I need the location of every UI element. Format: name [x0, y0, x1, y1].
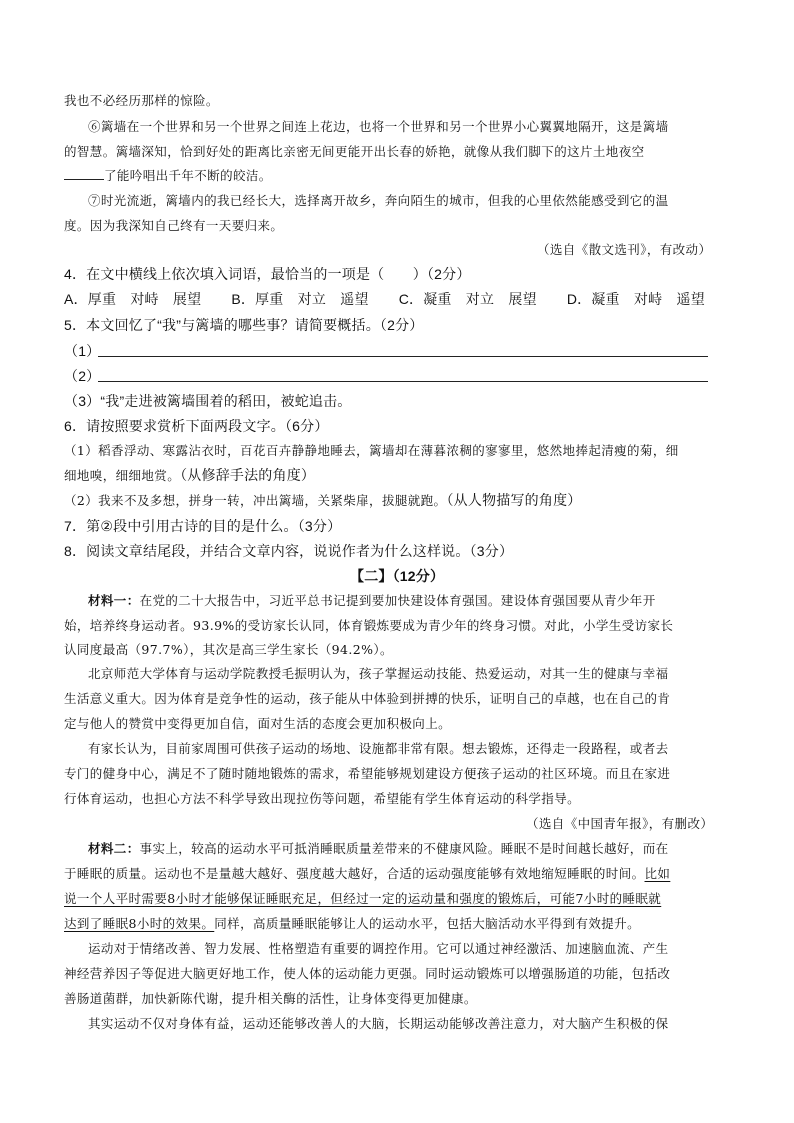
material-1-line-2: 始，培养终身运动者。93.9%的受访家长认同，体育锻炼要成为青少年的终身习惯。对此，小学生受访家长 — [64, 618, 674, 633]
passage-paragraph-7-line-2: 度。因为我深知自己终有一天要归来。 — [64, 218, 284, 233]
option-d[interactable]: D．凝重 对峙 遥望 — [566, 291, 705, 307]
material-1-paragraph-3: 有家长认为，目前家周围可供孩子运动的场地、设施都非常有限。想去锻炼，还得走一段路程，或者去 — [88, 741, 669, 756]
passage-paragraph-7: ⑦时光流逝，篱墙内的我已经长大，选择离开故乡，奔向陌生的城市，但我的心里依然能感受到它的温 — [88, 193, 669, 208]
material-2-line-2: 于睡眠的质量。运动也不是量越大越好、强度越大越好，合适的运动强度能够有效地缩短睡眠的时间。比如 — [64, 866, 671, 881]
question-6-item-1-line-2: 细地嗅，细细地赏。（从修辞手法的角度） — [64, 467, 316, 483]
question-6-item-1: （1）稻香浮动、寒露沾衣时，百花百卉静静地睡去，篱墙却在薄暮浓稠的寥寥里，悠然地捧起清瘦的菊，细 — [64, 443, 679, 458]
material-1-paragraph-1: 材料一：在党的二十大报告中，习近平总书记提到要加快建设体育强国。建设体育强国要从青少年开 — [88, 593, 656, 608]
question-7: 7．第②段中引用古诗的目的是什么。（3分） — [64, 518, 342, 534]
material-1-source: （选自《中国青年报》，有删改） — [526, 816, 714, 831]
material-1-paragraph-3-line-2: 专门的健身中心，满足不了随时随地锻炼的需求，希望能够规划建设方便孩子运动的社区环境。而且在家进 — [64, 766, 671, 781]
section-2-heading: 【二】（12分） — [350, 568, 445, 584]
material-2-paragraph-2-line-2: 神经营养因子等促进大脑更好地工作，使人体的运动能力更强。同时运动锻炼可以增强肠道的功能，包括改 — [64, 966, 671, 981]
option-a[interactable]: A．厚重 对峙 展望 — [64, 291, 202, 307]
answer-1-label: （1） — [64, 343, 101, 359]
question-4-options — [64, 289, 735, 309]
material-2-paragraph-2: 运动对于情绪改善、智力发展、性格塑造有重要的调控作用。它可以通过神经激活、加速脑血流、产生 — [88, 941, 669, 956]
answer-2-label: （2） — [64, 368, 101, 384]
question-5: 5．本文回忆了“我”与篱墙的哪些事？请简要概括。（2分） — [64, 317, 424, 333]
passage-paragraph-6-line-3: 了能吟唱出千年不断的皎洁。 — [64, 166, 272, 184]
answer-2-line[interactable] — [98, 381, 708, 382]
answer-3: （3）“我”走进被篱墙围着的稻田，被蛇追击。 — [64, 393, 352, 409]
material-2-paragraph-3: 其实运动不仅对身体有益，运动还能够改善人的大脑，长期运动能够改善注意力，对大脑产生积极的保 — [88, 1016, 669, 1031]
passage-source: （选自《散文选刊》，有改动） — [537, 242, 712, 257]
question-4: 4．在文中横线上依次填入词语，最恰当的一项是（ ）（2分） — [64, 266, 471, 282]
material-1-paragraph-2-line-2: 生活意义重大。因为体育是竞争性的运动，孩子能从中体验到拼搏的快乐，证明自己的卓越，也在自己的肯 — [64, 691, 671, 706]
material-1-paragraph-2-line-3: 定与他人的赞赏中变得更加自信，面对生活的态度会更加积极向上。 — [64, 716, 452, 731]
material-1-paragraph-3-line-3: 行体育运动，也担心方法不科学导致出现拉伤等问题，希望能有学生体育运动的科学指导。 — [64, 791, 581, 806]
question-8: 8．阅读文章结尾段，并结合文章内容，说说作者为什么这样说。（3分） — [64, 543, 514, 559]
material-2-underlined-line-3: 说一个人平时需要8小时才能够保证睡眠充足，但经过一定的运动量和强度的锻炼后，可能7小时的睡眠就 — [64, 891, 662, 906]
material-1-paragraph-2: 北京师范大学体育与运动学院教授毛振明认为，孩子掌握运动技能、热爱运动，对其一生的健康与幸福 — [88, 666, 669, 681]
material-2-paragraph-1: 材料二：事实上，较高的运动水平可抵消睡眠质量差带来的不健康风险。睡眠不是时间越长越好，而在 — [88, 841, 669, 856]
material-1-line-3: 认同度最高（97.7%），其次是高三学生家长（94.2%）。 — [64, 642, 393, 657]
passage-paragraph-6: ⑥篱墙在一个世界和另一个世界之间连上花边，也将一个世界和另一个世界小心翼翼地隔开，这是篱墙 — [88, 119, 669, 134]
passage-paragraph-6-line-2: 的智慧。篱墙深知，恰到好处的距离比亲密无间更能开出长春的娇艳，就像从我们脚下的这片土地夜空 — [64, 144, 645, 159]
fill-blank[interactable] — [64, 167, 104, 180]
option-b[interactable]: B．厚重 对立 遥望 — [231, 291, 369, 307]
answer-1-line[interactable] — [98, 356, 708, 357]
question-6: 6．请按照要求赏析下面两段文字。（6分） — [64, 418, 329, 434]
option-c[interactable]: C．凝重 对立 展望 — [398, 291, 537, 307]
passage-paragraph-end: 我也不必经历那样的惊险。 — [64, 93, 219, 108]
material-2-line-4: 达到了睡眠8小时的效果。同样，高质量睡眠能够让人的运动水平，包括大脑活动水平得到有效提升。 — [64, 916, 640, 931]
material-2-paragraph-2-line-3: 善肠道菌群，加快新陈代谢，提升相关酶的活性，让身体变得更加健康。 — [64, 991, 477, 1006]
question-6-item-2: （2）我来不及多想，拼身一转，冲出篱墙，关紧柴扉，拔腿就跑。（从人物描写的角度） — [64, 492, 582, 508]
